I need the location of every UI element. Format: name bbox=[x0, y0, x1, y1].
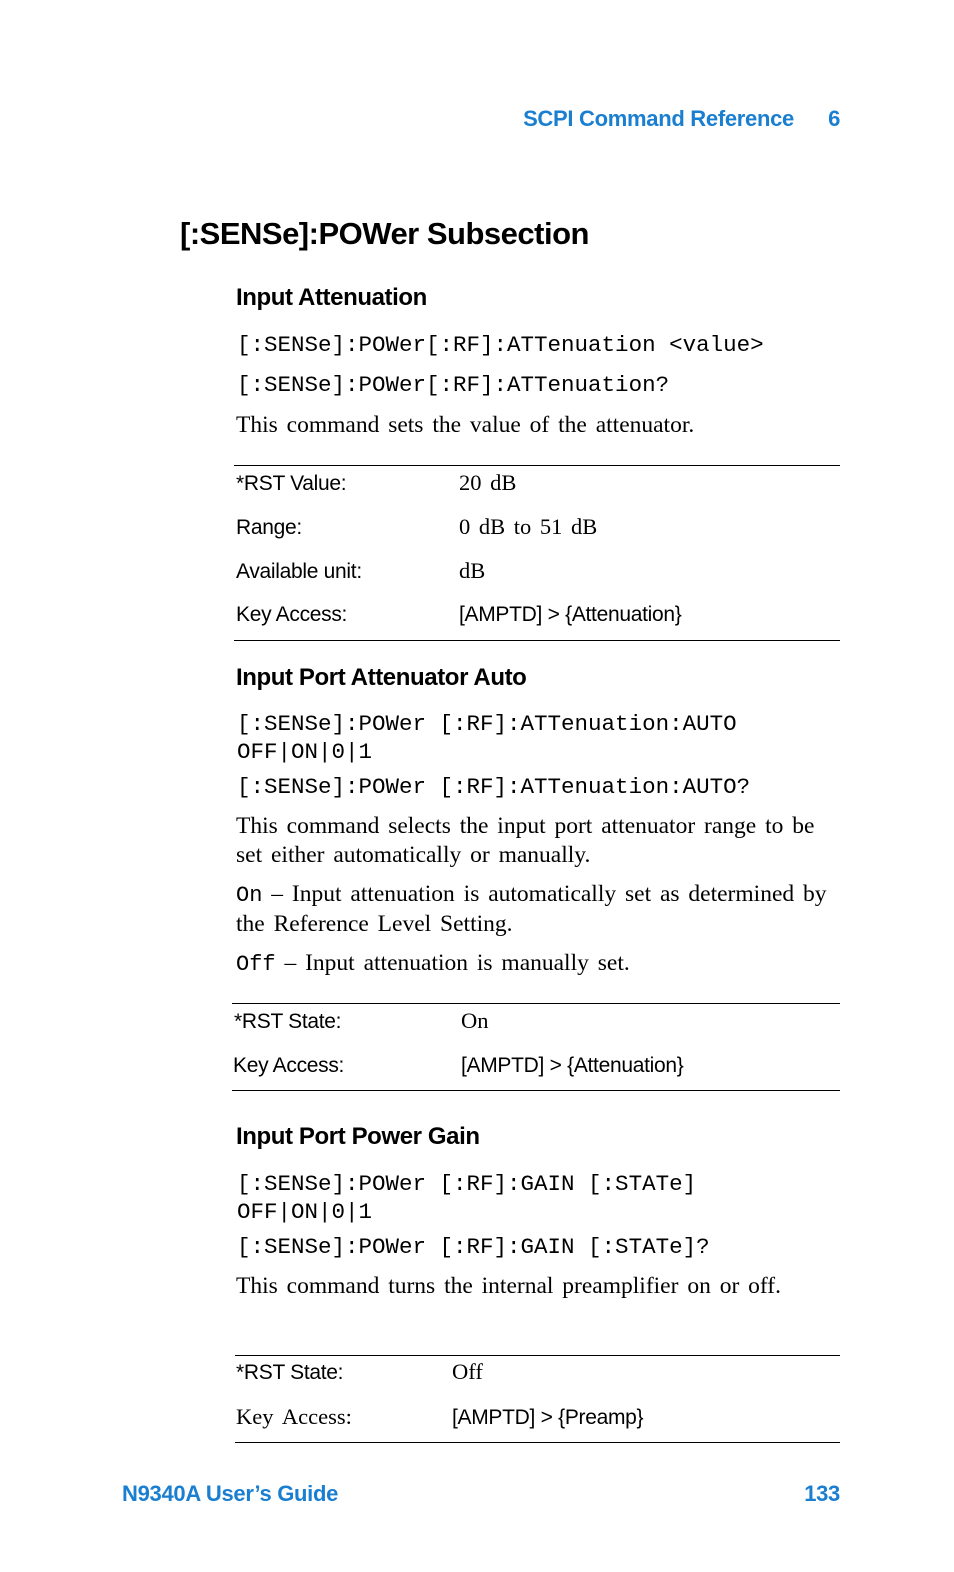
command-description: This command turns the internal preamplifier on or off. bbox=[236, 1273, 781, 1299]
subsection-title-input-attenuation: Input Attenuation bbox=[236, 284, 427, 311]
option-off bbox=[236, 949, 836, 979]
command-query: [:SENSe]:POWer [:RF]:ATTenuation:AUTO? bbox=[237, 774, 751, 800]
rst-state-label: *RST State: bbox=[236, 1361, 344, 1384]
available-unit-label: Available unit: bbox=[236, 560, 362, 583]
rst-value-label: *RST Value: bbox=[236, 472, 347, 495]
range-value: 0 dB to 51 dB bbox=[459, 514, 598, 539]
chapter-title: SCPI Command Reference bbox=[523, 106, 794, 131]
key-access-label: Key Access: bbox=[233, 1054, 345, 1077]
option-keyword: Off bbox=[236, 952, 276, 977]
subsection-title-attenuator-auto: Input Port Attenuator Auto bbox=[236, 664, 527, 691]
key-access-label: Key Access: bbox=[236, 603, 348, 626]
option-text: – Input attenuation is automatically set as determined by the Reference Level Setting. bbox=[236, 881, 827, 937]
command-query: [:SENSe]:POWer [:RF]:GAIN [:STATe]? bbox=[237, 1234, 710, 1260]
table-bottom-rule bbox=[234, 640, 840, 641]
rst-state-label: *RST State: bbox=[234, 1010, 342, 1033]
rst-value: 20 dB bbox=[459, 470, 517, 495]
section-title: [:SENSe]:POWer Subsection bbox=[180, 216, 589, 251]
chapter-number: 6 bbox=[828, 106, 840, 131]
option-text: – Input attenuation is manually set. bbox=[275, 950, 630, 976]
command-query: [:SENSe]:POWer[:RF]:ATTenuation? bbox=[237, 372, 670, 398]
command-syntax: [:SENSe]:POWer[:RF]:ATTenuation <value> bbox=[237, 332, 764, 358]
key-access-value: [AMPTD] > {Attenuation} bbox=[459, 603, 682, 626]
table-top-rule bbox=[235, 1355, 840, 1356]
table-bottom-rule bbox=[232, 1090, 840, 1091]
key-access-value: [AMPTD] > {Attenuation} bbox=[461, 1054, 684, 1077]
option-keyword: On bbox=[236, 883, 263, 908]
table-top-rule bbox=[232, 1003, 840, 1004]
key-access-label: Key Access: bbox=[236, 1404, 352, 1429]
rst-state-value: On bbox=[461, 1008, 489, 1033]
option-on bbox=[236, 880, 836, 939]
command-description: This command selects the input port attenuator range to be set either automatically or manually. bbox=[236, 813, 815, 868]
guide-title: N9340A User’s Guide bbox=[122, 1481, 339, 1506]
table-top-rule bbox=[234, 465, 840, 466]
available-unit-value: dB bbox=[459, 558, 486, 583]
key-access-value: [AMPTD] > {Preamp} bbox=[452, 1406, 644, 1429]
rst-state-value: Off bbox=[452, 1359, 483, 1384]
page-number: 133 bbox=[804, 1481, 840, 1506]
table-bottom-rule bbox=[235, 1442, 840, 1443]
range-label: Range: bbox=[236, 516, 302, 539]
subsection-title-power-gain: Input Port Power Gain bbox=[236, 1123, 480, 1150]
command-syntax: [:SENSe]:POWer [:RF]:ATTenuation:AUTO OFF|ON|0|1 bbox=[237, 711, 737, 765]
command-description: This command sets the value of the attenuator. bbox=[236, 412, 695, 438]
command-syntax: [:SENSe]:POWer [:RF]:GAIN [:STATe] OFF|ON|0|1 bbox=[237, 1171, 697, 1225]
